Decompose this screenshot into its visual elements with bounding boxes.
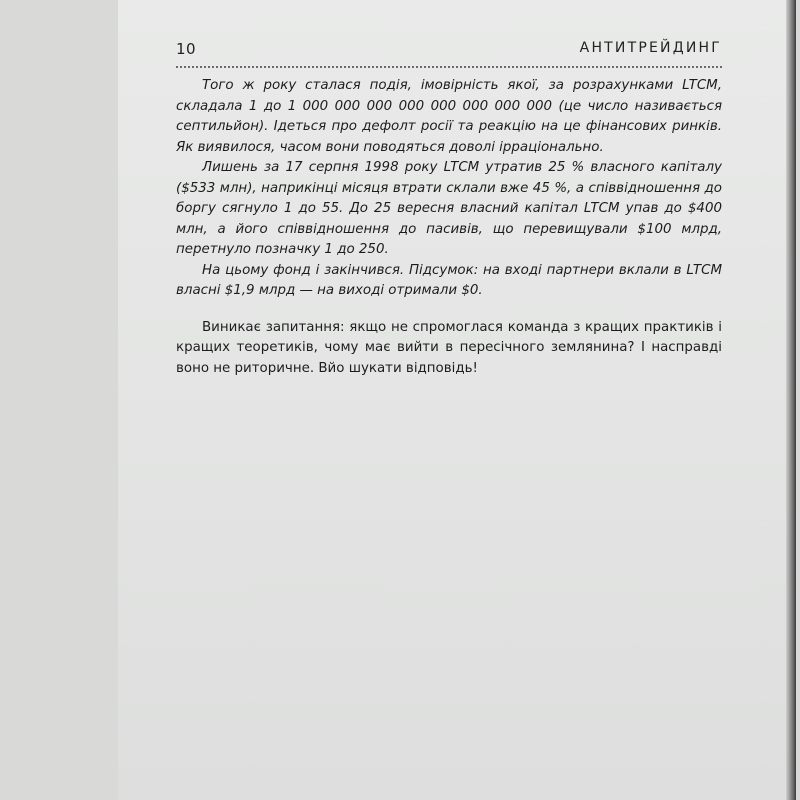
page-edge-shadow: [786, 0, 796, 800]
running-title: АНТИТРЕЙДИНГ: [579, 40, 722, 56]
paragraph-question: Виникає запитання: якщо не спромоглася команда з кращих практиків і кращих теоретиків, чому має вийти в пересічного землянина? І насправді воно не риторичне. Вйо шукати відповідь!: [176, 319, 722, 376]
paragraph-capital-loss: Лишень за 17 серпня 1998 року LTCM утратив 25 % власного капіталу ($533 млн), наприкінці місяця втрати склали вже 45 %, а співвідношення до боргу сягнуло 1 до 55. До 25 вересня власний капітал LTCM упав до $400 млн, а його співвідношення до пасивів, що перевищували $100 млрд, перетнуло позначку 1 до 250.: [176, 160, 722, 257]
page-number: 10: [176, 40, 197, 58]
header-dotted-rule: [176, 66, 722, 68]
paragraph-spacer: [176, 302, 722, 318]
book-page: [118, 0, 796, 800]
paragraph-default-event: Того ж року сталася подія, імовірність якої, за розрахунками LTCM, складала 1 до 1 000 000 000 000 000 000 000 000 (це число називається септильйон). Ідеться про дефолт росії та реакцію на це фінансових ринків. Як виявилося, часом вони поводяться доволі ірраціонально.: [176, 78, 722, 155]
page-header: [176, 40, 722, 66]
paragraph-fund-end: На цьому фонд і закінчився. Підсумок: на вході партнери вклали в LTCM власні $1,9 млрд — на виході отримали $0.: [176, 262, 722, 298]
body-text: [176, 76, 722, 379]
